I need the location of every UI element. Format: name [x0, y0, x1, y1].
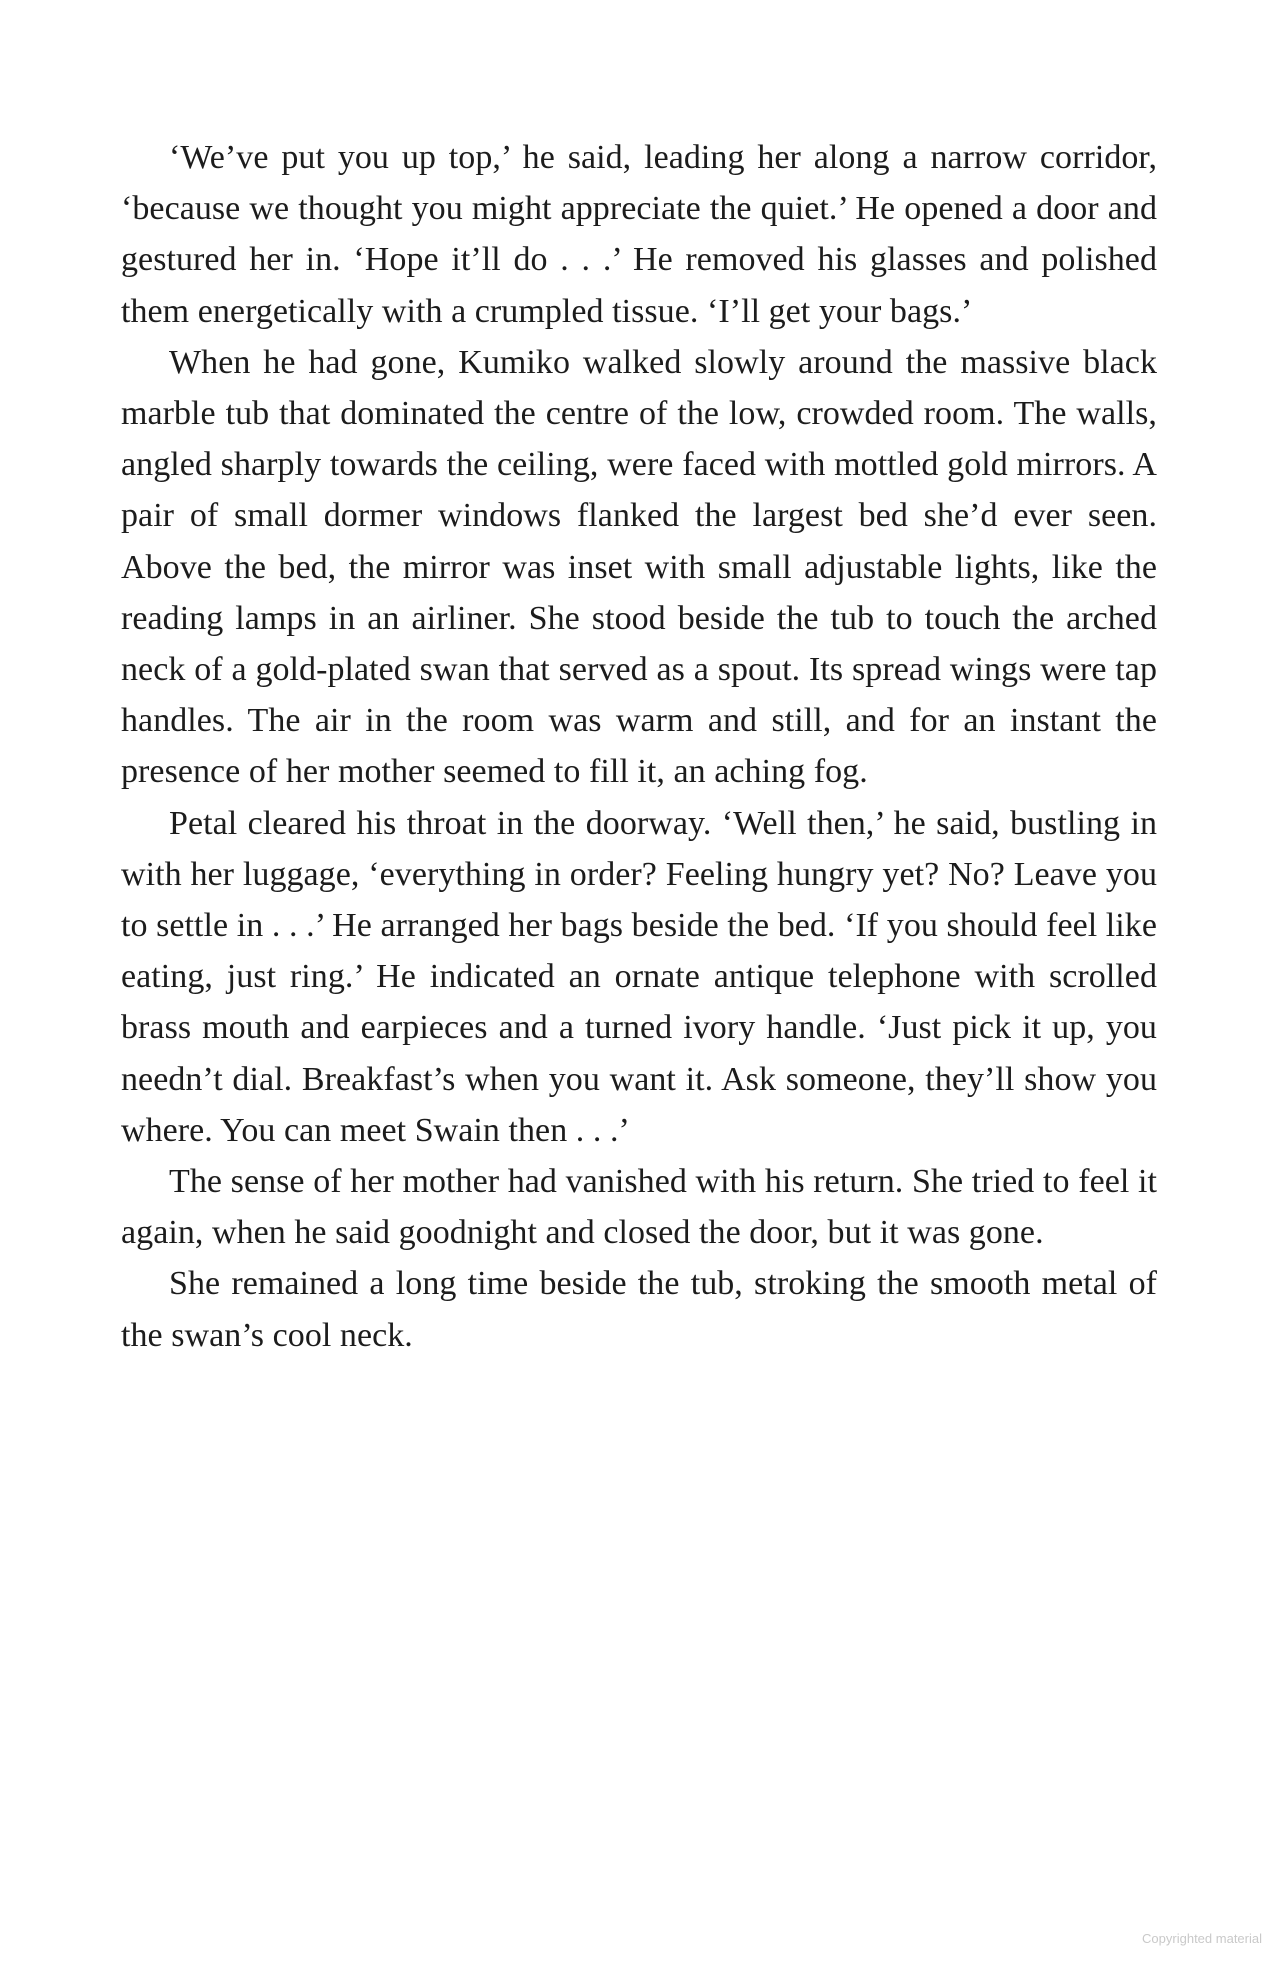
body-text [121, 132, 1157, 1361]
copyright-watermark: Copyrighted material [1142, 1931, 1262, 1946]
paragraph-3: Petal cleared his throat in the doorway. ‘Well then,’ he said, bustling in with her luggage, ‘everything in order? Feeling hungry yet? No? Leave you to settle in . . .’ He arranged her bags beside the bed. ‘If you should feel like eating, just ring.’ He indicated an ornate antique telephone with scrolled brass mouth and earpieces and a turned ivory handle. ‘Just pick it up, you needn’t dial. Breakfast’s when you want it. Ask someone, they’ll show you where. You can meet Swain then . . .’ [121, 804, 1157, 1149]
paragraph-2: When he had gone, Kumiko walked slowly around the massive black marble tub that dominated the centre of the low, crowded room. The walls, angled sharply towards the ceiling, were faced with mottled gold mirrors. A pair of small dormer windows flanked the largest bed she’d ever seen. Above the bed, the mirror was inset with small adjustable lights, like the reading lamps in an airliner. She stood beside the tub to touch the arched neck of a gold-plated swan that served as a spout. Its spread wings were tap handles. The air in the room was warm and still, and for an instant the presence of her mother seemed to fill it, an aching fog. [121, 343, 1158, 791]
paragraph-5: She remained a long time beside the tub, stroking the smooth metal of the swan’s cool neck. [121, 1265, 1157, 1354]
paragraph-4: The sense of her mother had vanished with his return. She tried to feel it again, when he said goodnight and closed the door, but it was gone. [121, 1163, 1157, 1252]
paragraph-1: ‘We’ve put you up top,’ he said, leading her along a narrow corridor, ‘because we thought you might appreciate the quiet.’ He opened a door and gestured her in. ‘Hope it’ll do . . .’ He removed his glasses and polished them energetically with a crumpled tissue. ‘I’ll get your bags.’ [121, 139, 1157, 330]
